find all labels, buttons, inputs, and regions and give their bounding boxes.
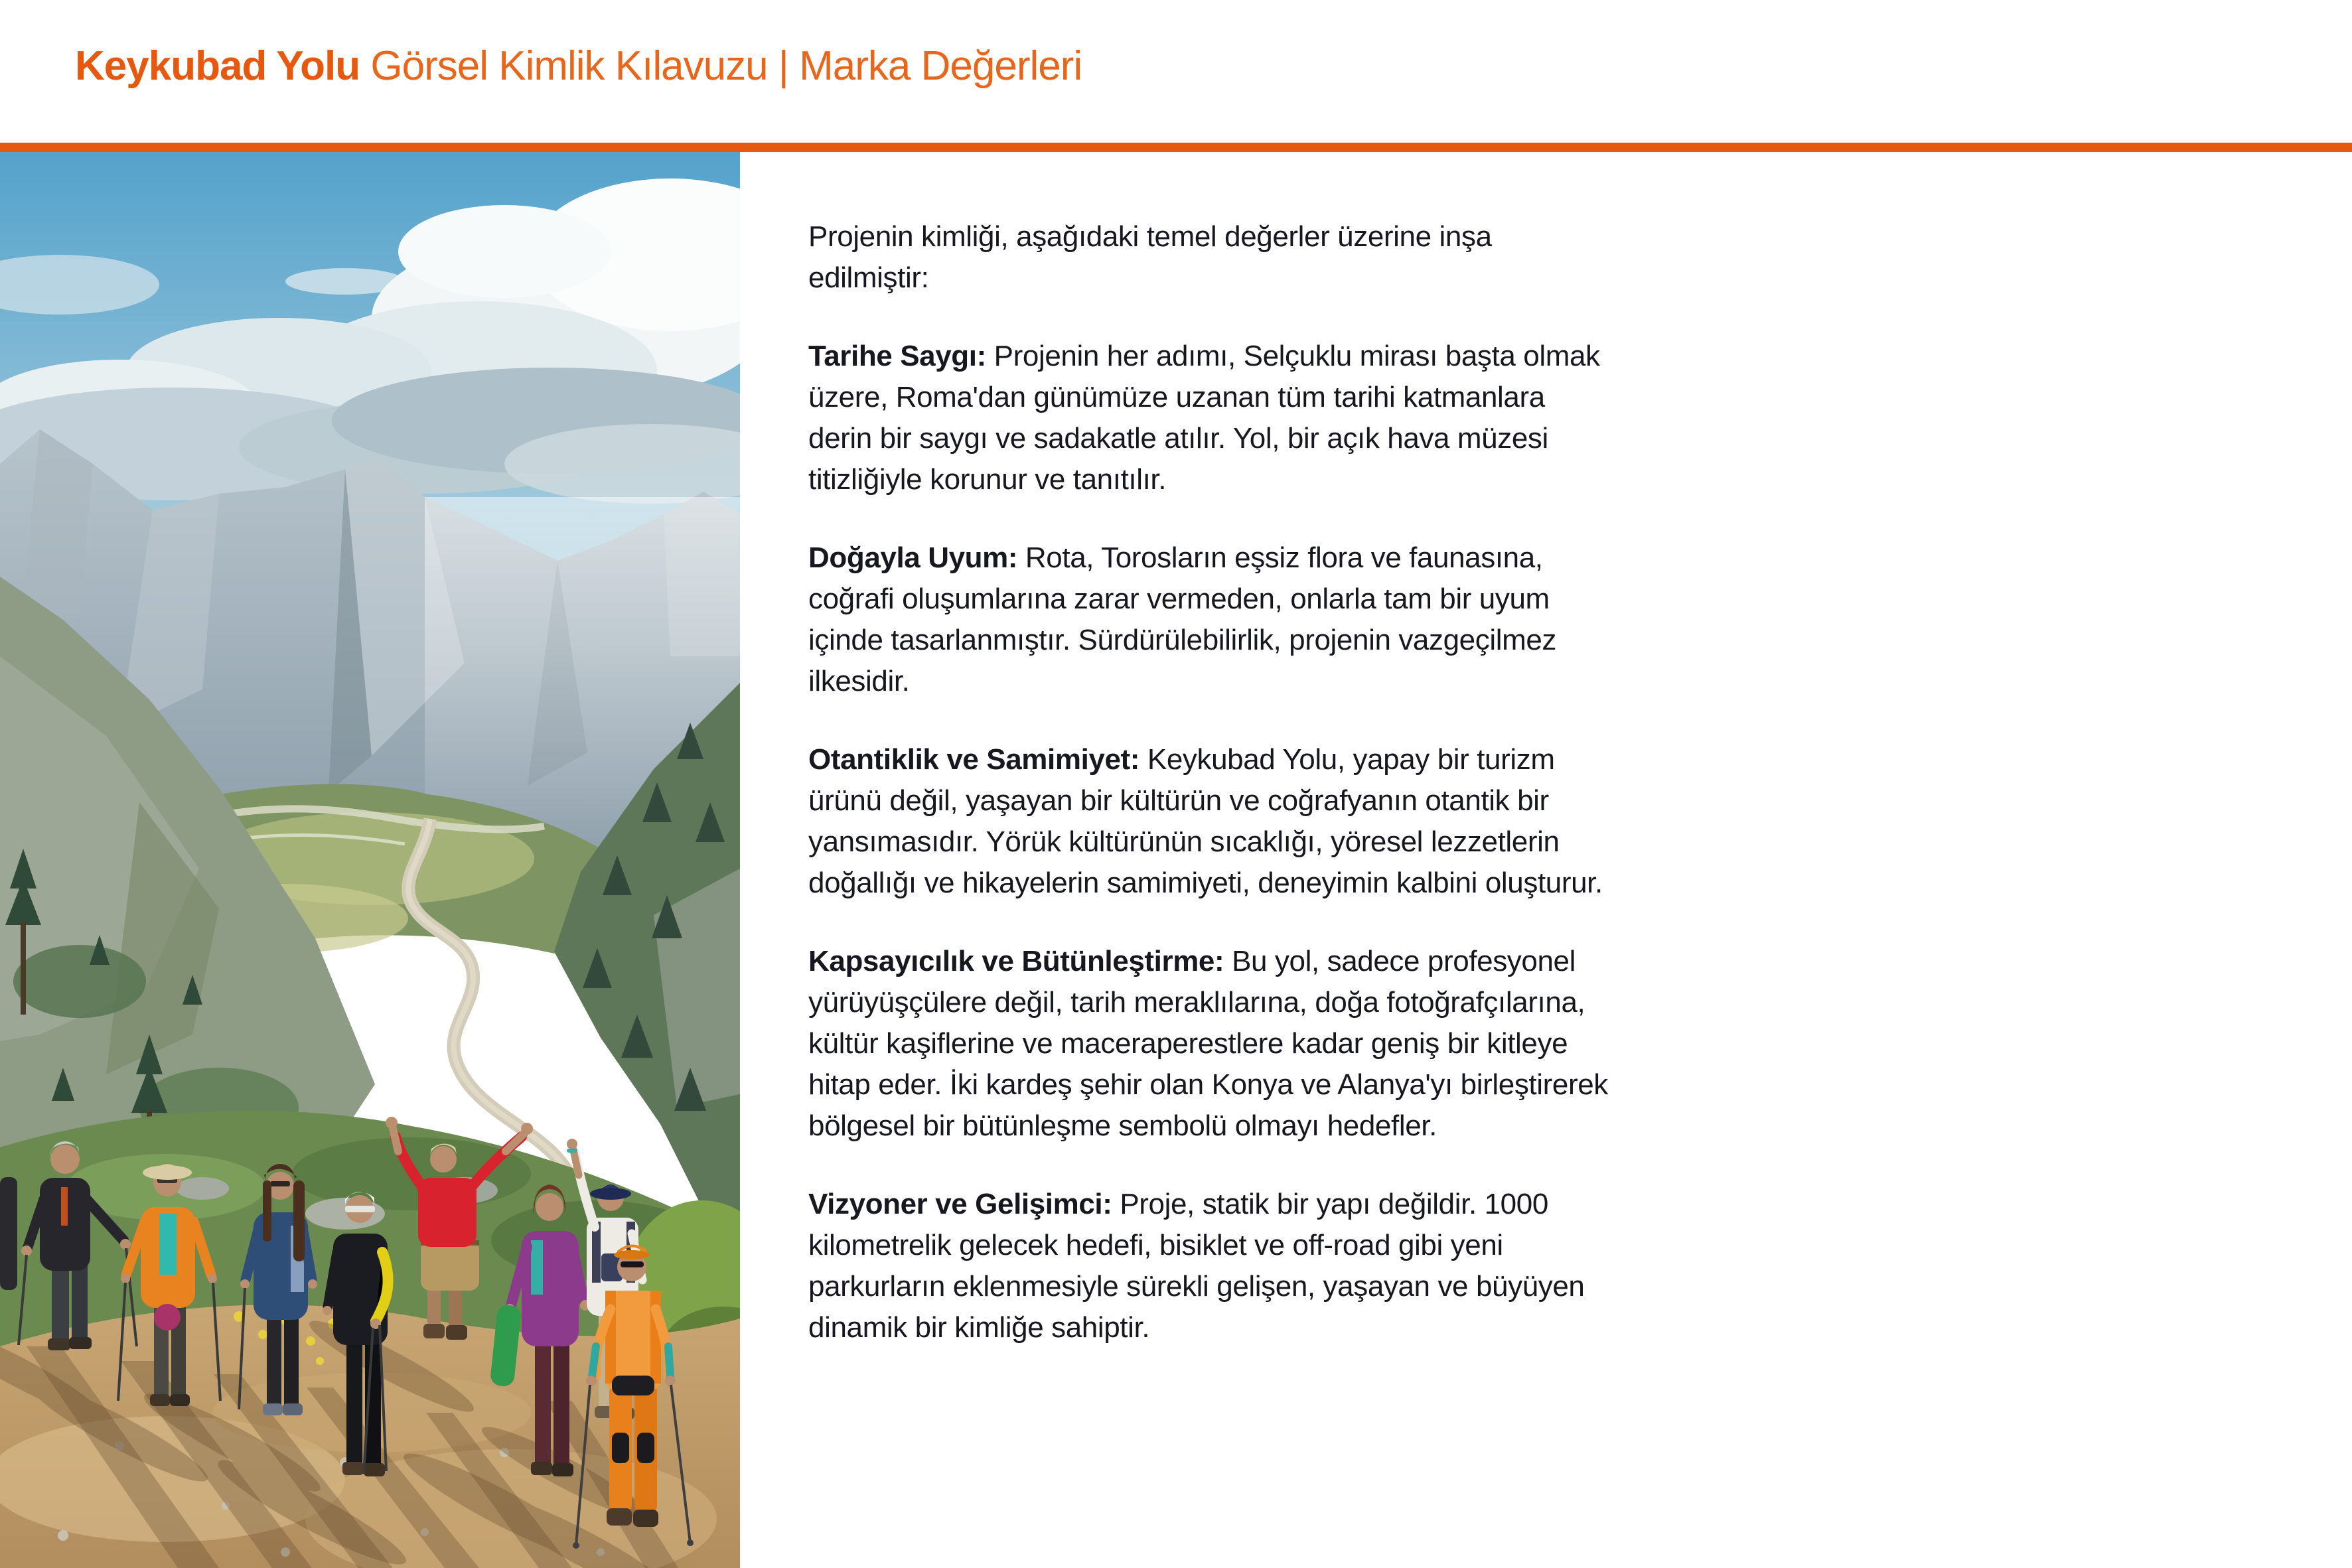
- page-title-subtitle: Görsel Kimlik Kılavuzu | Marka Değerleri: [360, 43, 1082, 89]
- value-line: bölgesel bir bütünleşme sembolü olmayı hedefler.: [808, 1109, 1437, 1142]
- value-line: parkurların eklenmesiyle sürekli gelişen, yaşayan ve büyüyen: [808, 1270, 1585, 1303]
- value-line: coğrafi oluşumlarına zarar vermeden, onlarla tam bir uyum: [808, 583, 1550, 615]
- page-title: [75, 42, 1082, 90]
- intro-line: Projenin kimliği, aşağıdaki temel değerler üzerine inşa: [808, 220, 1492, 253]
- hero-photo-illustration: [0, 152, 740, 1568]
- value-line: yansımasıdır. Yörük kültürünün sıcaklığı, yöresel lezzetlerin: [808, 825, 1560, 858]
- value-lead-line: [808, 1184, 1817, 1225]
- intro-paragraph: [808, 216, 1817, 299]
- value-line: doğallığı ve hikayelerin samimiyeti, deneyimin kalbini oluşturur.: [808, 867, 1603, 899]
- value-line: ürünü değil, yaşayan bir kültürün ve coğrafyanın otantik bir: [808, 784, 1549, 817]
- value-line: dinamik bir kimliğe sahiptir.: [808, 1311, 1150, 1344]
- hiker-partial-left: [0, 1177, 17, 1290]
- page-title-brand: Keykubad Yolu: [75, 43, 360, 89]
- value-line: kilometrelik gelecek hedefi, bisiklet ve off-road gibi yeni: [808, 1229, 1503, 1261]
- value-title: Kapsayıcılık ve Bütünleştirme:: [808, 945, 1224, 977]
- value-line: titizliğiyle korunur ve tanıtılır.: [808, 463, 1167, 496]
- value-title: Tarihe Saygı:: [808, 340, 986, 372]
- intro-line: edilmiştir:: [808, 261, 929, 294]
- brand-values-text: [808, 216, 1817, 1348]
- value-paragraph-dogayla-uyum: [808, 537, 1817, 702]
- value-line: içinde tasarlanmıştır. Sürdürülebilirlik, projenin vazgeçilmez: [808, 624, 1557, 656]
- value-lead: Bu yol, sadece profesyonel: [1224, 945, 1576, 977]
- value-lead-line: [808, 537, 1817, 579]
- value-line: kültür kaşiflerine ve maceraperestlere kadar geniş bir kitleye: [808, 1027, 1568, 1060]
- value-paragraph-vizyoner: [808, 1184, 1817, 1348]
- value-line: hitap eder. İki kardeş şehir olan Konya ve Alanya'yı birleştirerek: [808, 1068, 1608, 1101]
- accent-divider: [0, 143, 2352, 152]
- value-line: yürüyüşçülere değil, tarih meraklılarına, doğa fotoğrafçılarına,: [808, 986, 1585, 1019]
- value-title: Otantiklik ve Samimiyet:: [808, 743, 1140, 776]
- hero-photo: [0, 152, 740, 1568]
- value-title: Doğayla Uyum:: [808, 541, 1018, 574]
- value-paragraph-kapsayicilik: [808, 941, 1817, 1147]
- value-line: derin bir saygı ve sadakatle atılır. Yol, bir açık hava müzesi: [808, 422, 1548, 455]
- value-paragraph-tarihe-saygi: [808, 336, 1817, 500]
- value-lead: Proje, statik bir yapı değildir. 1000: [1112, 1188, 1548, 1220]
- value-title: Vizyoner ve Gelişimci:: [808, 1188, 1112, 1220]
- value-lead: Rota, Torosların eşsiz flora ve faunasına,: [1017, 541, 1543, 574]
- value-line: ilkesidir.: [808, 665, 910, 697]
- value-lead-line: [808, 739, 1817, 780]
- value-line: üzere, Roma'dan günümüze uzanan tüm tarihi katmanlara: [808, 381, 1545, 413]
- value-lead: Projenin her adımı, Selçuklu mirası başta olmak: [986, 340, 1600, 372]
- value-paragraph-otantiklik: [808, 739, 1817, 904]
- value-lead-line: [808, 941, 1817, 982]
- value-lead: Keykubad Yolu, yapay bir turizm: [1139, 743, 1555, 776]
- value-lead-line: [808, 336, 1817, 377]
